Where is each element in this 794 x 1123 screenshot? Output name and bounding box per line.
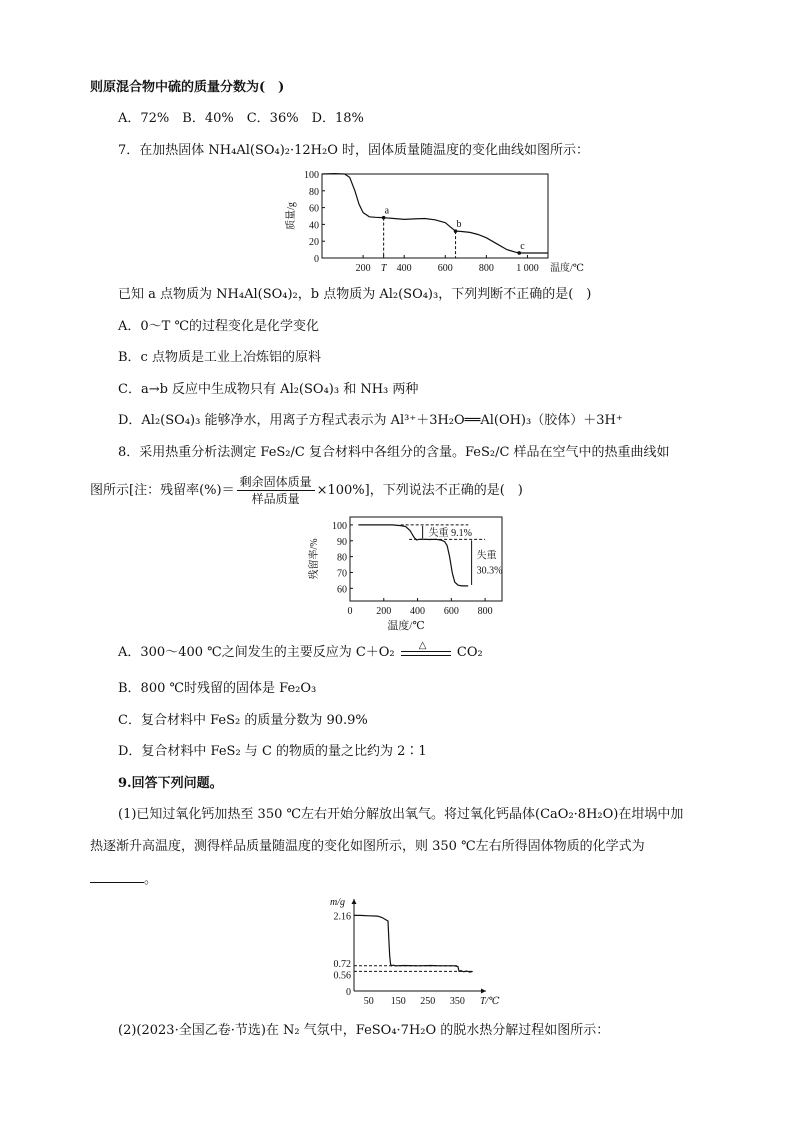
x-tick-label: 150 [390,996,406,1007]
x-axis-label: 温度/℃ [387,620,425,632]
y-tick-label: 90 [337,536,347,548]
y-tick-label: 60 [309,203,319,215]
x-tick-label: 400 [396,263,412,274]
x-tick-label: T [380,263,387,274]
y-axis-label: 残留率/% [309,538,320,580]
q8-option-b: B．800 ℃时残留的固体是 Fe₂O₃ [118,681,317,696]
chart-mass-vs-temperature [280,168,584,278]
q6-stem: 则原混合物中硫的质量分数为( ) [90,80,285,95]
y-tick-label: 2.16 [333,911,351,923]
loss2-label: 失重 [476,550,497,562]
loss1-label: 失重 9.1% [428,528,472,540]
y-tick-label: 0 [346,987,351,998]
x-axis-label: 温度/℃ [550,263,584,274]
q6-options: A．72% B．40% C．36% D．18% [118,111,364,126]
q7-option-a: A．0～T ℃的过程变化是化学变化 [118,319,320,334]
q9-part1-line2: 热逐渐升高温度，测得样品质量随温度的变化如图所示，则 350 ℃左右所得固体物质的化学式为 [90,839,645,854]
q9-part1-end: 。 [144,872,158,887]
fraction-denominator: 样品质量 [251,492,300,506]
y-tick-label: 0 [314,254,319,265]
q8-stem-line1: 8．采用热重分析法测定 FeS₂/C 复合材料中各组分的含量。FeS₂/C 样品在空气中的热重曲线如 [118,445,670,460]
mass-curve [322,174,548,253]
residual-rate-fraction [237,474,315,507]
q8-option-a [118,639,483,662]
x-tick-label: 350 [449,996,465,1007]
y-tick-label: 80 [309,186,319,198]
q9-answer-line [90,870,157,889]
fraction-numerator: 剩余固体质量 [237,474,315,491]
x-tick-label: 50 [363,996,374,1007]
x-tick-label: 200 [355,263,371,274]
chart-residual-rate [300,513,530,635]
x-tick-label: 0 [347,606,353,617]
y-axis-label: 质量/g [286,202,297,230]
x-tick-label: 600 [437,263,453,274]
answer-blank[interactable] [90,870,144,883]
equals-double-line [401,651,451,656]
point-label: c [520,240,525,252]
q8-stem-line2 [90,474,523,508]
q8-option-a-left: A．300～400 ℃之间发生的主要反应为 C＋O₂ [118,645,395,660]
loss2-value: 30.3% [476,565,503,577]
q7-stem: 7．在加热固体 NH₄Al(SO₄)₂·12H₂O 时，固体质量随温度的变化曲线如图所示： [118,143,590,158]
q8-stem-line2-a: 图所示[注：残留率(%)＝ [90,483,235,498]
y-tick-label: 0.56 [333,970,351,982]
q8-stem-line2-b: ×100%]，下列说法不正确的是( ) [316,483,523,498]
chart-mass-vs-temperature-cao2 [318,893,498,1008]
x-tick-label: 250 [420,996,436,1007]
y-axis-arrow [352,899,357,904]
q8-option-d: D．复合材料中 FeS₂ 与 C 的物质的量之比约为 2∶1 [118,744,427,759]
y-tick-label: 80 [337,552,347,564]
mass-curve [354,915,473,972]
y-tick-label: 40 [309,220,319,232]
q8-option-a-right: CO₂ [456,645,483,660]
q9-title: 9.回答下列问题。 [118,776,223,791]
heat-condition-arrow [399,639,453,660]
x-tick-label: 1 000 [516,263,539,274]
q7-info: 已知 a 点物质为 NH₄Al(SO₄)₂，b 点物质为 Al₂(SO₄)₃，下列判断不正确的是( ) [118,287,592,302]
point-label: b [456,219,462,231]
q7-option-c: C．a→b 反应中生成物只有 Al₂(SO₄)₃ 和 NH₃ 两种 [118,382,419,397]
x-tick-label: 800 [478,263,494,274]
q7-option-b: B．c 点物质是工业上冶炼铝的原料 [118,350,321,365]
plot-frame [322,174,548,258]
x-tick-label: 400 [410,606,426,617]
q9-part1-line1: (1)已知过氧化钙加热至 350 ℃左右开始分解放出氧气。将过氧化钙晶体(CaO₂·8H₂O)在坩埚中加 [118,807,684,822]
y-tick-label: 70 [337,568,347,580]
heat-symbol: △ [418,639,427,651]
y-tick-label: 0.72 [333,958,351,970]
y-tick-label: 20 [309,237,319,249]
q8-option-c: C．复合材料中 FeS₂ 的质量分数为 90.9% [118,713,368,728]
point-label: a [384,205,390,217]
x-axis-arrow [481,989,486,994]
x-tick-label: 600 [443,606,459,617]
y-tick-label: 100 [332,520,347,532]
q7-option-d: D．Al₂(SO₄)₃ 能够净水，用离子方程式表示为 Al³⁺＋3H₂O══Al(OH)₃（胶体）＋3H⁺ [118,413,623,428]
x-tick-label: 800 [477,606,493,617]
y-tick-label: 100 [304,170,319,181]
x-tick-label: 200 [376,606,392,617]
y-axis-label: m/g [330,897,345,908]
x-axis-label: T/℃ [480,996,500,1007]
q9-part2: (2)(2023·全国乙卷·节选)在 N₂ 气氛中，FeSO₄·7H₂O 的脱水热分解过程如图所示： [118,1023,610,1038]
y-tick-label: 60 [337,584,347,596]
